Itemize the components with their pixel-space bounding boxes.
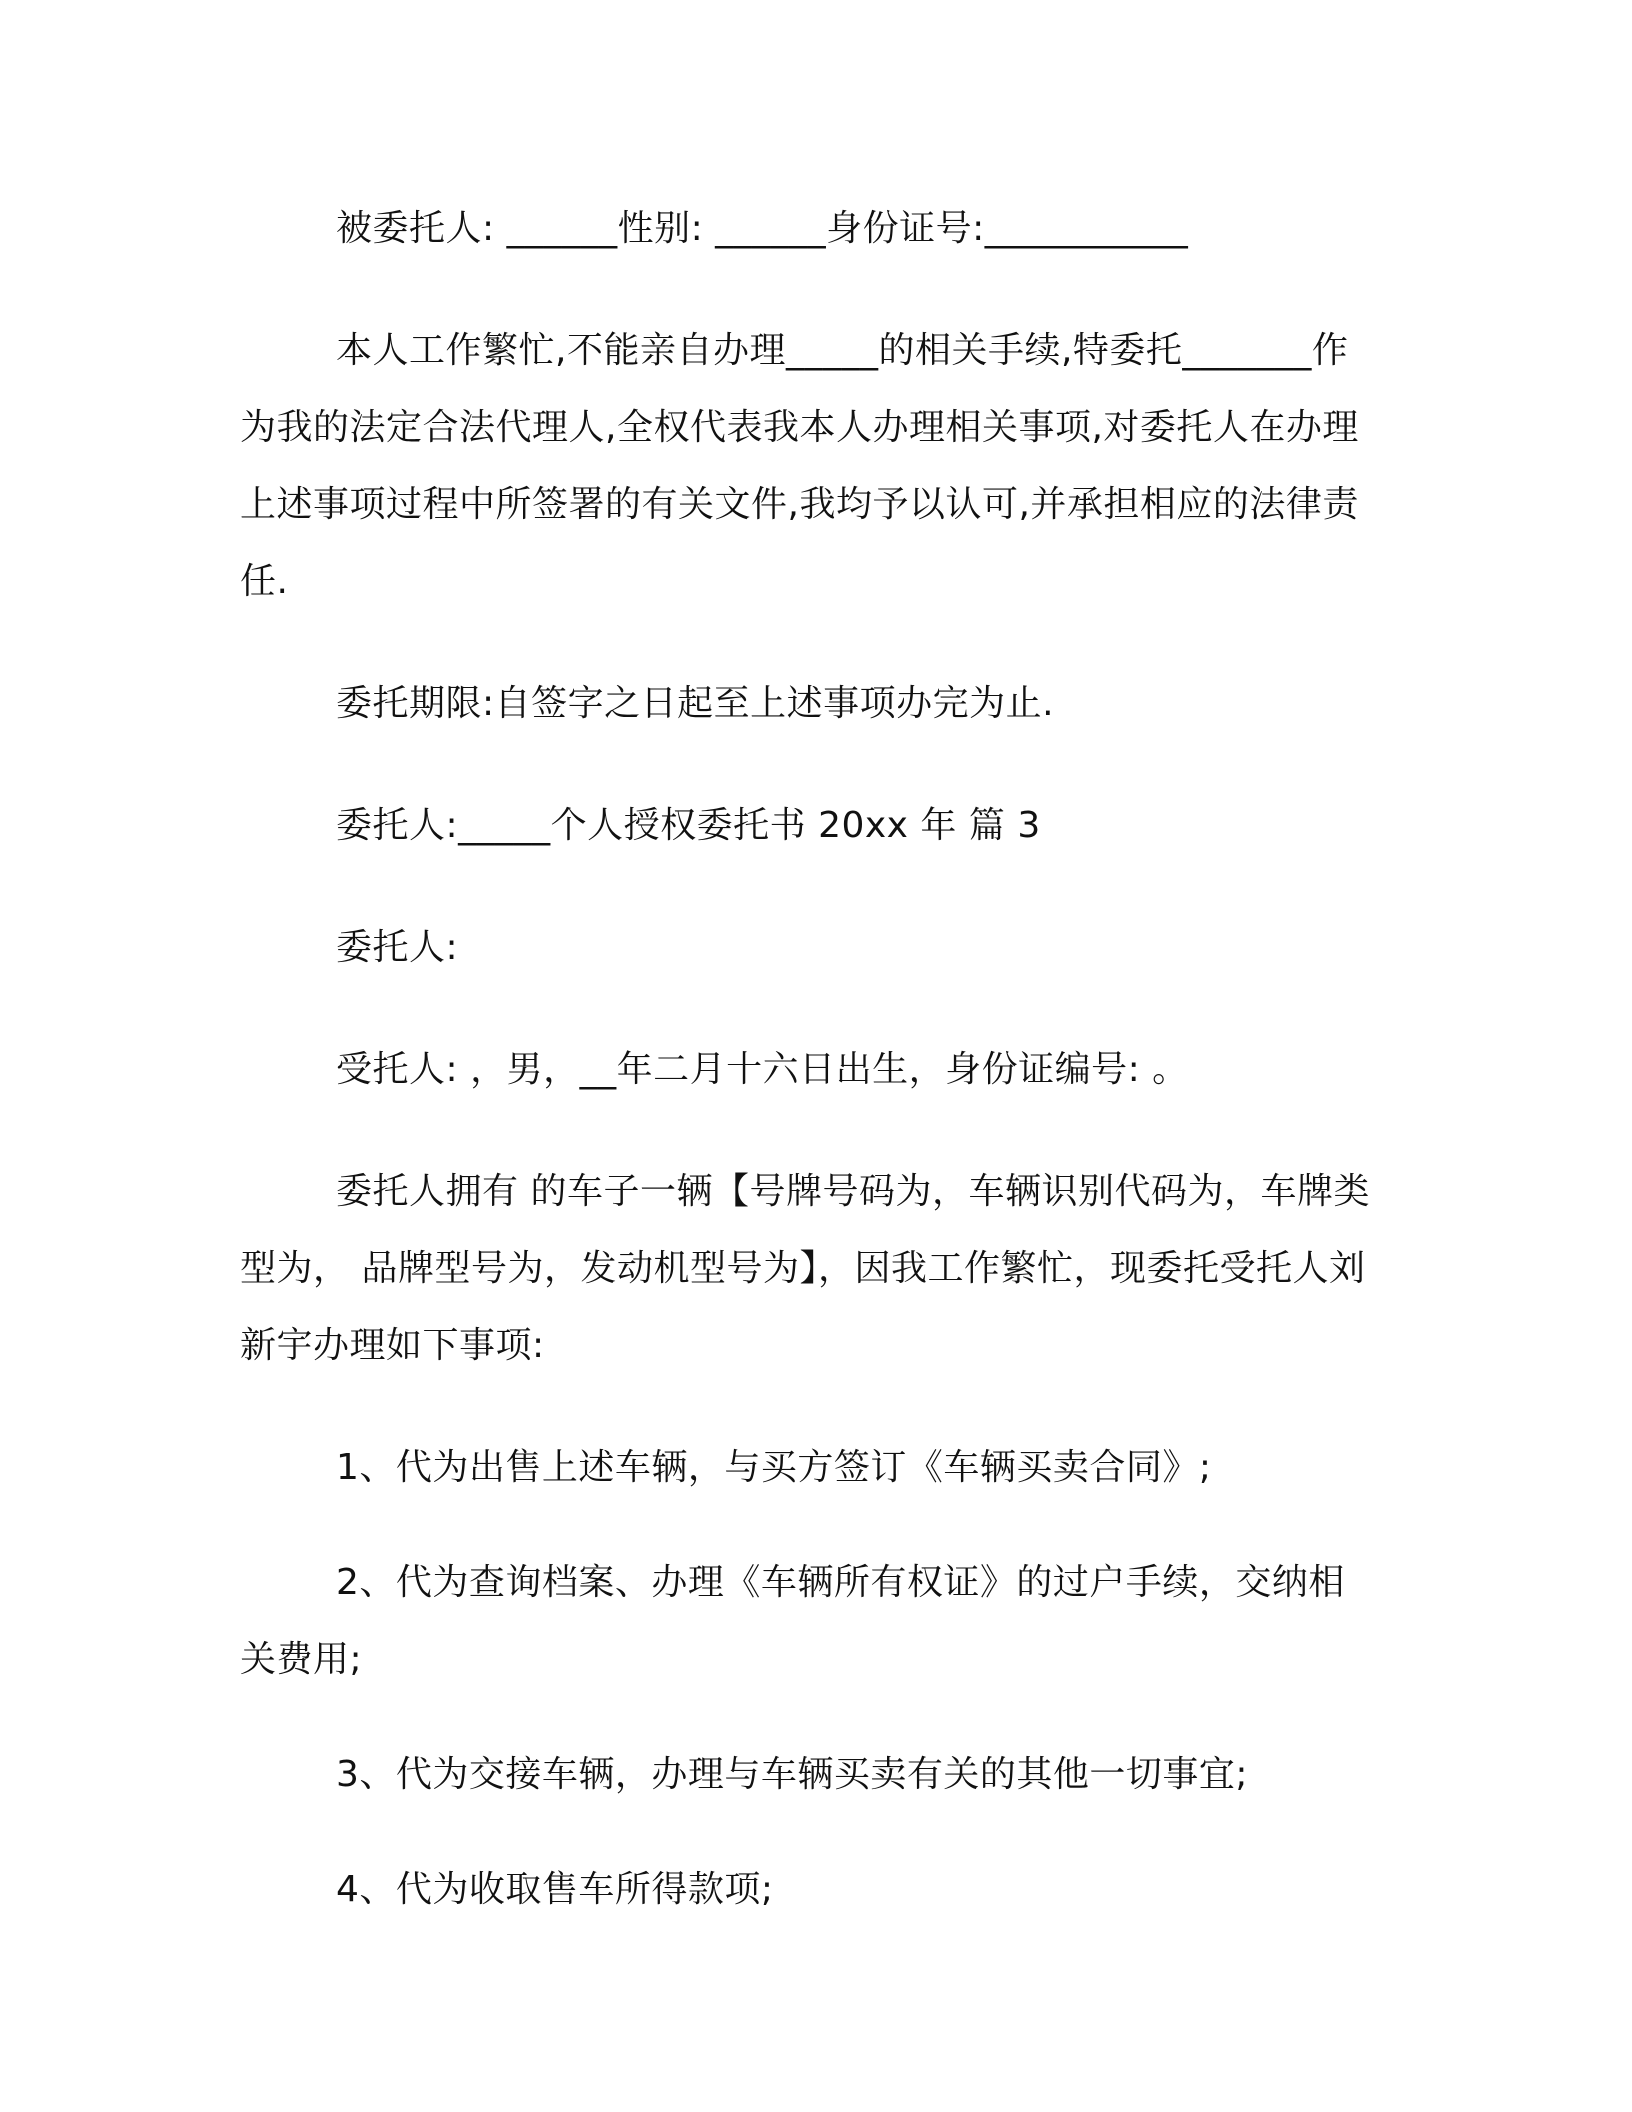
paragraph-authorization-period: 委托期限:自签字之日起至上述事项办完为止. bbox=[336, 683, 1055, 724]
paragraph-principal: 委托人: bbox=[336, 927, 459, 968]
paragraph-trustee-info: 被委托人: ______性别: ______身份证号:___________ bbox=[336, 208, 1189, 249]
paragraph-agent-info: 受托人: ，男，__年二月十六日出生，身份证编号: 。 bbox=[336, 1049, 1189, 1090]
list-item-1: 1、代为出售上述车辆，与买方签订《车辆买卖合同》; bbox=[336, 1447, 1212, 1488]
paragraph-vehicle-info: 委托人拥有 的车子一辆【号牌号码为，车辆识别代码为，车牌类型为， 品牌型号为，发动机型号为】，因我工作繁忙，现委托受托人刘新宇办理如下事项: bbox=[240, 1171, 1370, 1366]
document-body bbox=[240, 190, 1380, 1966]
list-item-4: 4、代为收取售车所得款项; bbox=[336, 1869, 774, 1910]
paragraph-principal-title: 委托人:_____个人授权委托书 20xx 年 篇 3 bbox=[336, 805, 1041, 846]
list-item-2: 2、代为查询档案、办理《车辆所有权证》的过户手续，交纳相关费用; bbox=[240, 1562, 1345, 1680]
paragraph-authorization-statement: 本人工作繁忙,不能亲自办理_____的相关手续,特委托_______作为我的法定合法代理人,全权代表我本人办理相关事项,对委托人在办理上述事项过程中所签署的有关文件,我均予以认可,并承担相应的法律责任. bbox=[240, 330, 1359, 602]
list-item-3: 3、代为交接车辆，办理与车辆买卖有关的其他一切事宜; bbox=[336, 1754, 1249, 1795]
